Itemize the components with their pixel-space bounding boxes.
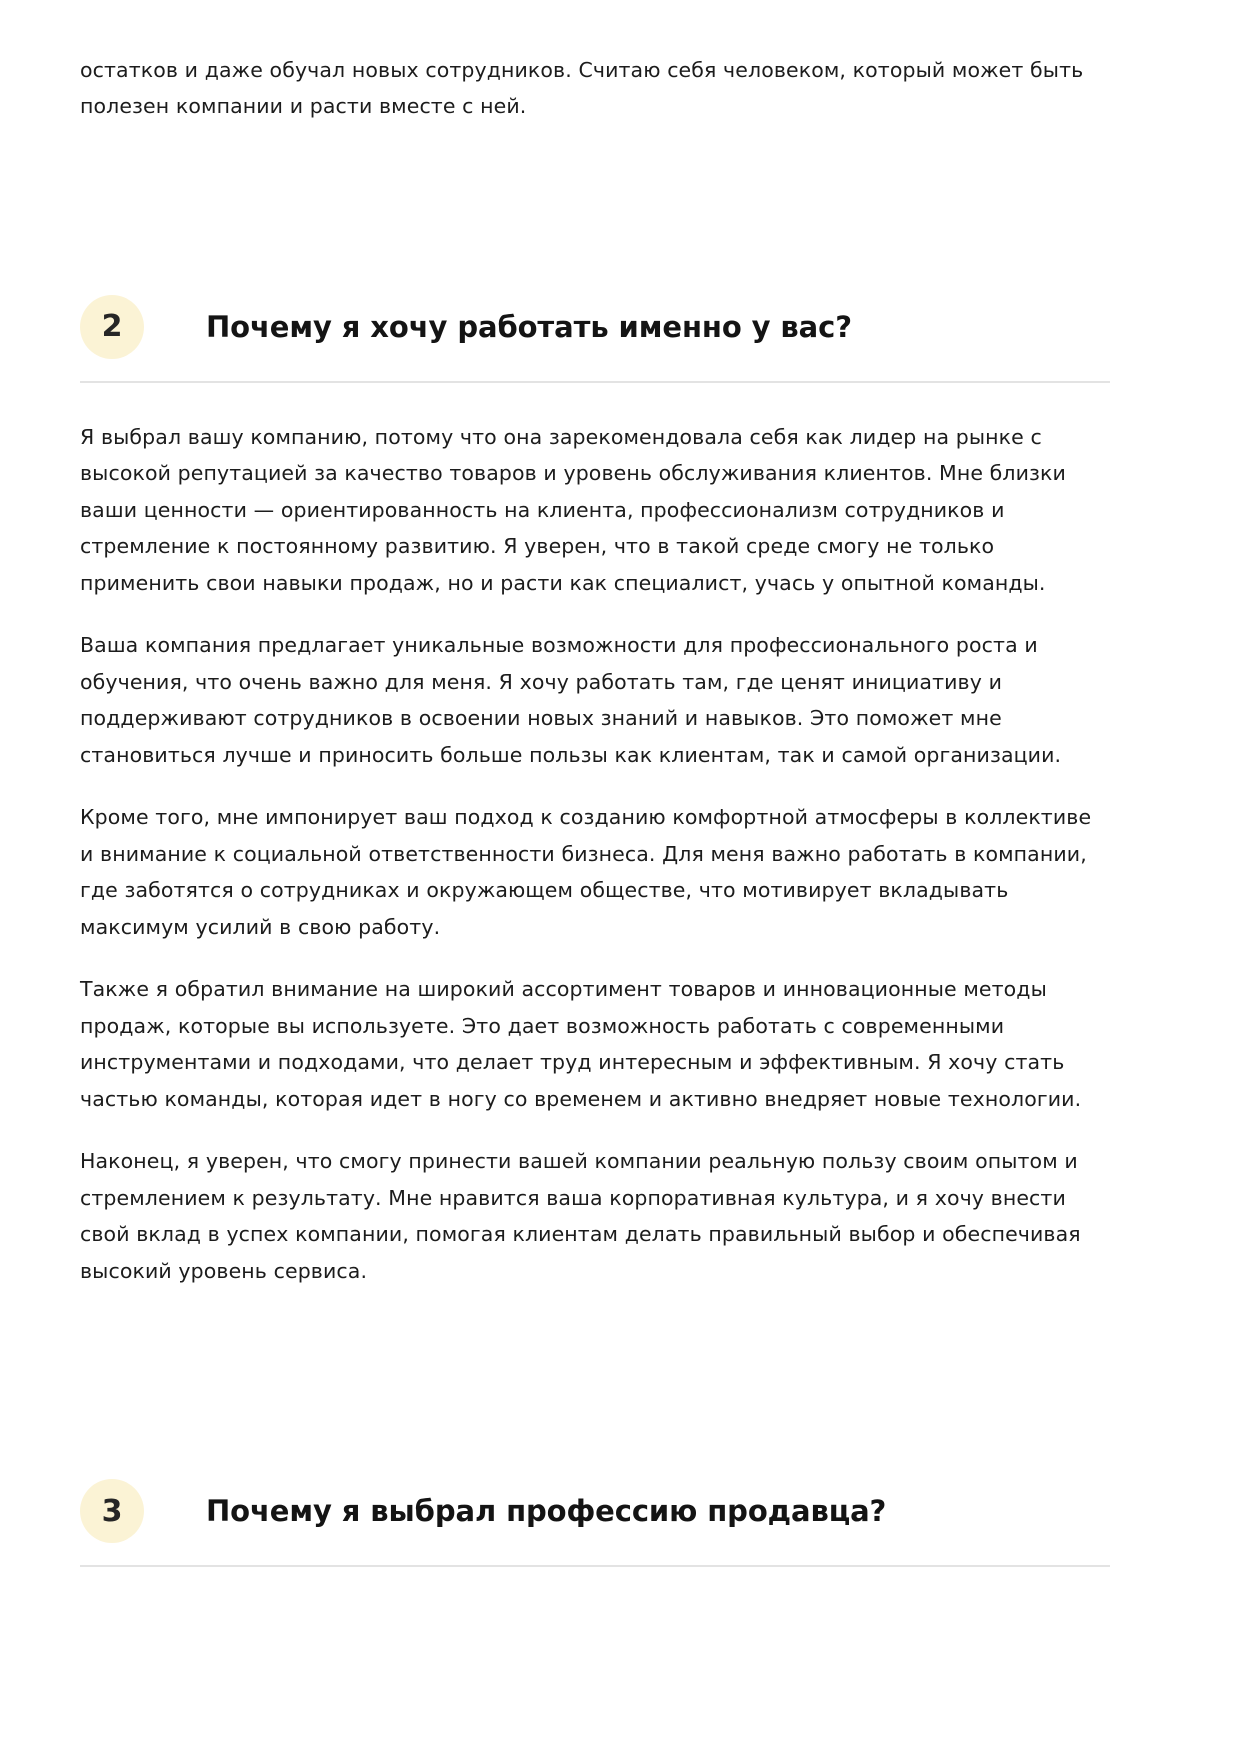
section-spacer — [80, 1289, 1159, 1479]
section-3-header — [80, 1479, 1110, 1567]
section-2-number-badge: 2 — [80, 295, 144, 359]
section-3-number-badge: 3 — [80, 1479, 144, 1543]
intro-block — [80, 52, 1159, 125]
section-2 — [80, 295, 1159, 1289]
paragraph: Кроме того, мне импонирует ваш подход к созданию комфортной атмосферы в коллективе и внимание к социальной ответственности бизнеса. Для меня важно работать в компании, где заботятся о сотрудниках и окружающем обществе, что мотивирует вкладывать максимум усилий в свою работу. — [80, 805, 1092, 939]
paragraph: Ваша компания предлагает уникальные возможности для профессионального роста и обучения, что очень важно для меня. Я хочу работать там, где ценят инициативу и поддерживают сотрудников в освоении новых знаний и навыков. Это поможет мне становиться лучше и приносить больше пользы как клиентам, так и самой организации. — [80, 633, 1062, 767]
section-2-body — [80, 383, 1159, 1289]
intro-paragraph: остатков и даже обучал новых сотрудников. Считаю себя человеком, который может быть полезен компании и расти вместе с ней. — [80, 58, 1084, 119]
section-2-header — [80, 295, 1110, 383]
section-2-title: Почему я хочу работать именно у вас? — [206, 309, 852, 344]
paragraph: Я выбрал вашу компанию, потому что она зарекомендовала себя как лидер на рынке с высокой репутацией за качество товаров и уровень обслуживания клиентов. Мне близки ваши ценности — ориентированность на клиента, профессионализм сотрудников и стремление к постоянному развитию. Я уверен, что в такой среде смогу не только применить свои навыки продаж, но и расти как специалист, учась у опытной команды. — [80, 424, 1066, 595]
section-spacer — [80, 125, 1159, 295]
section-3 — [80, 1479, 1159, 1567]
paragraph: Также я обратил внимание на широкий ассортимент товаров и инновационные методы продаж, которые вы используете. Это дает возможность работать с современными инструментами и подходами, что делает труд интересным и эффективным. Я хочу стать частью команды, которая идет в ногу со временем и активно внедряет новые технологии. — [80, 977, 1082, 1111]
paragraph: Наконец, я уверен, что смогу принести вашей компании реальную пользу своим опытом и стремлением к результату. Мне нравится ваша корпоративная культура, и я хочу внести свой вклад в успех компании, помогая клиентам делать правильный выбор и обеспечивая высокий уровень сервиса. — [80, 1149, 1081, 1283]
section-3-title: Почему я выбрал профессию продавца? — [206, 1493, 887, 1528]
